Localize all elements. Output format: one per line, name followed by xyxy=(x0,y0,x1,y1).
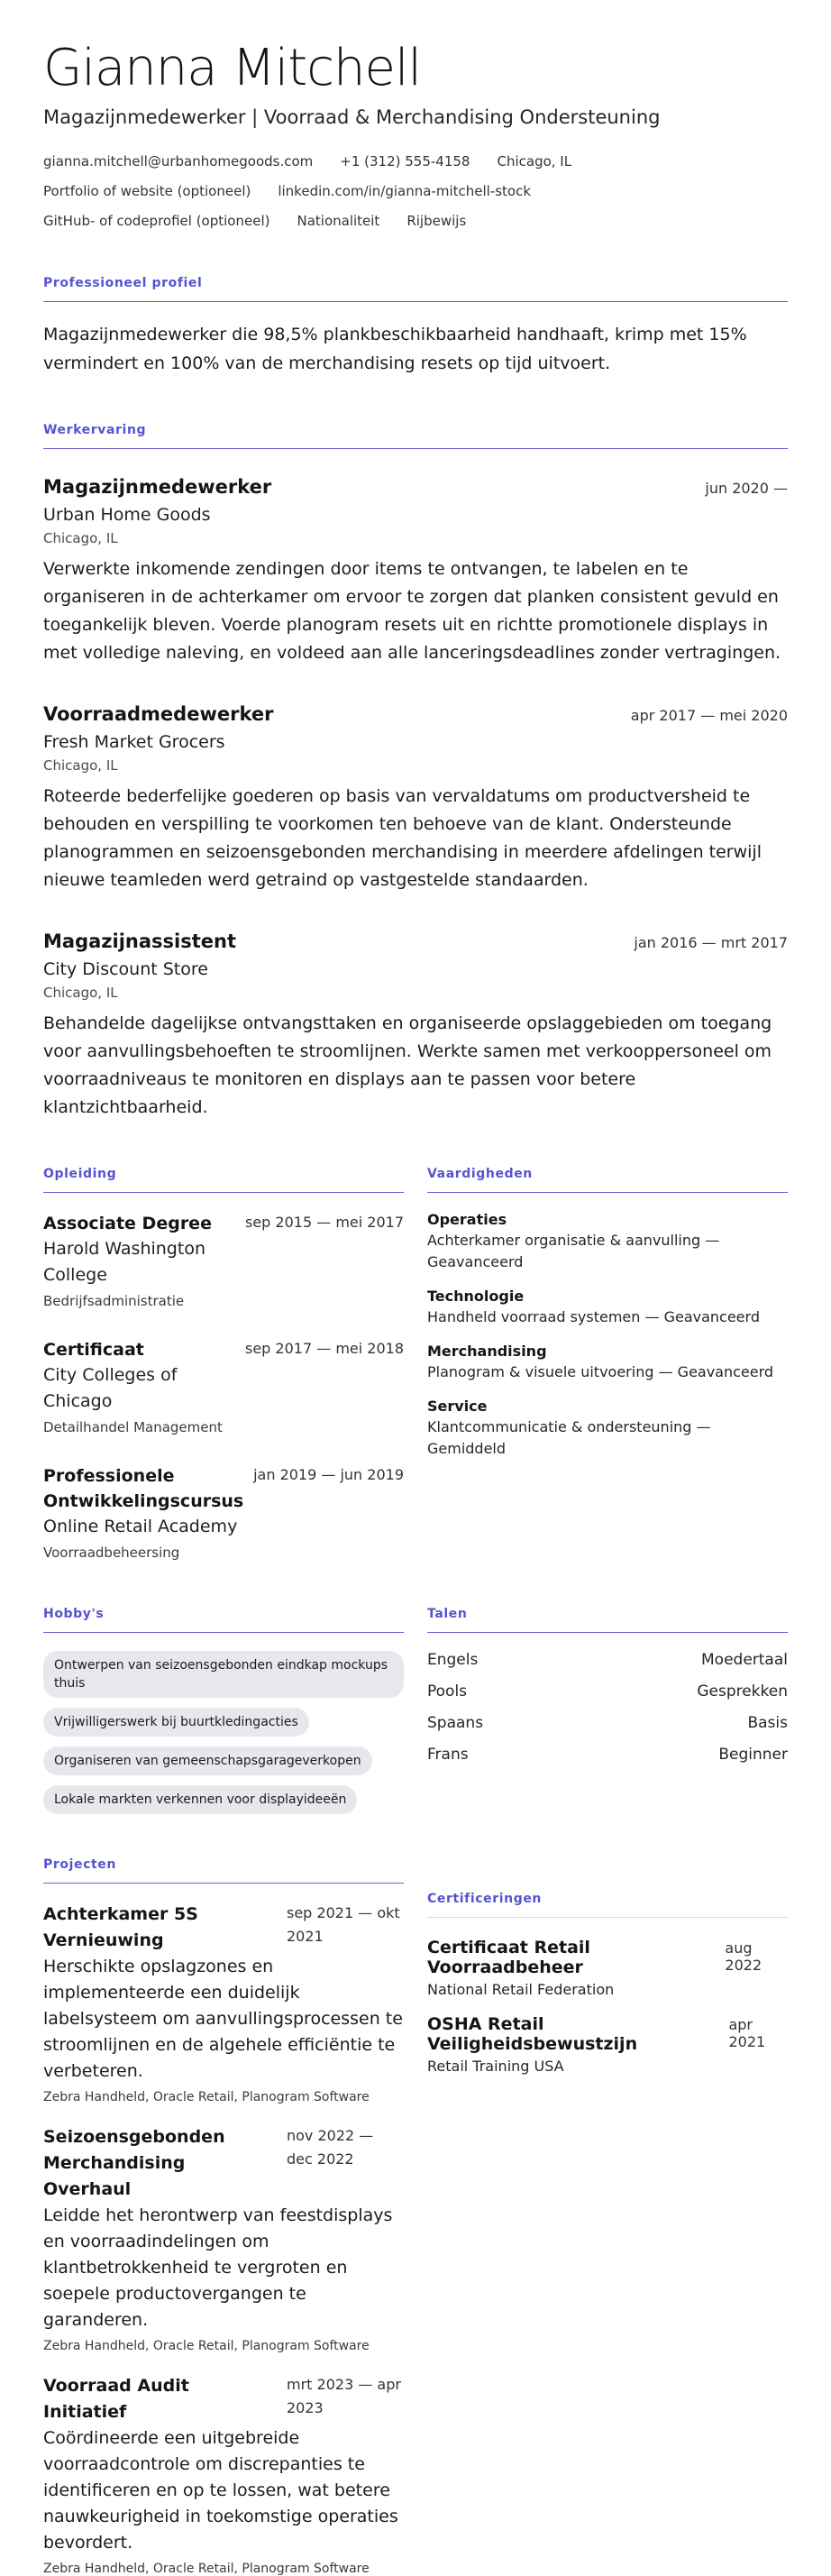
language-row xyxy=(427,1651,788,1669)
education-entry xyxy=(43,1211,404,1312)
contact-info xyxy=(43,153,788,229)
section-title: Certificeringen xyxy=(427,1892,788,1918)
education-school: City Colleges of Chicago xyxy=(43,1365,178,1411)
projects-section xyxy=(43,1857,404,2576)
skill-category: Technologie xyxy=(427,1288,525,1305)
skill-group xyxy=(427,1398,788,1460)
job-title: Magazijnmedewerker xyxy=(43,476,272,498)
contact-location: Chicago, IL xyxy=(497,153,572,170)
education-entry xyxy=(43,1337,404,1438)
certification-name: Certificaat Retail Voorraadbeheer xyxy=(427,1938,590,1977)
contact-email[interactable]: gianna.mitchell@urbanhomegoods.com xyxy=(43,153,314,170)
hobbies-section xyxy=(43,1607,404,1814)
job-description: Verwerkte inkomende zendingen door items te ontvangen, te labelen en te organiseren in de achterkamer om ervoor te zorgen dat planken consistent gevuld en toegankelijk bleven. Voerde planogram resets uit en richtte promotionele displays in met volledige naleving, en voldeed aan alle lanceringsdeadlines zonder vertragingen. xyxy=(43,559,781,663)
language-row xyxy=(427,1746,788,1764)
language-level: Moedertaal xyxy=(701,1651,788,1669)
job-location: Chicago, IL xyxy=(43,985,118,1001)
job-title: Voorraadmedewerker xyxy=(43,703,274,725)
project-entry xyxy=(43,1902,404,2104)
job-entry xyxy=(43,930,788,1122)
section-title: Professioneel profiel xyxy=(43,276,788,302)
certification-issuer: National Retail Federation xyxy=(427,1981,615,1998)
skill-group xyxy=(427,1288,788,1328)
contact-nationality: Nationaliteit xyxy=(297,213,380,229)
education-field: Bedrijfsadministratie xyxy=(43,1293,185,1309)
job-location: Chicago, IL xyxy=(43,530,118,546)
job-location: Chicago, IL xyxy=(43,757,118,774)
language-level: Basis xyxy=(747,1714,788,1732)
hobby-tag: Ontwerpen van seizoensgebonden eindkap mockups thuis xyxy=(43,1651,404,1698)
contact-row xyxy=(43,153,788,170)
job-company: City Discount Store xyxy=(43,959,208,979)
language-level: Gesprekken xyxy=(697,1682,788,1701)
project-dates: nov 2022 — dec 2022 xyxy=(287,2127,374,2168)
hobby-tag: Lokale markten verkennen voor displayideeën xyxy=(43,1785,357,1814)
contact-linkedin[interactable]: linkedin.com/in/gianna-mitchell-stock xyxy=(278,183,532,199)
projects-certifications-row xyxy=(43,1857,788,2576)
section-title: Opleiding xyxy=(43,1167,404,1193)
project-description: Leidde het herontwerp van feestdisplays en voorraadindelingen om klantbetrokkenheid te vergroten en soepele productovergangen te garanderen. xyxy=(43,2205,393,2330)
project-description: Herschikte opslagzones en implementeerde een duidelijk labelsysteem om aanvullingsprocessen te stroomlijnen en de algehele efficiëntie te verbeteren. xyxy=(43,1957,403,2081)
education-school: Online Retail Academy xyxy=(43,1517,238,1536)
skill-group xyxy=(427,1343,788,1383)
contact-github[interactable]: GitHub- of codeprofiel (optioneel) xyxy=(43,213,270,229)
education-field: Voorraadbeheersing xyxy=(43,1545,180,1561)
job-company: Urban Home Goods xyxy=(43,505,211,525)
skill-category: Merchandising xyxy=(427,1343,547,1360)
education-degree: Professionele Ontwikkelingscursus xyxy=(43,1466,244,1511)
language-name: Frans xyxy=(427,1746,469,1764)
skill-detail: Achterkamer organisatie & aanvulling — Geavanceerd xyxy=(427,1232,720,1270)
language-name: Spaans xyxy=(427,1714,484,1732)
project-title: Voorraad Audit Initiatief xyxy=(43,2376,189,2422)
language-name: Pools xyxy=(427,1682,468,1701)
profile-section xyxy=(43,276,788,378)
education-school: Harold Washington College xyxy=(43,1239,205,1285)
contact-portfolio[interactable]: Portfolio of website (optioneel) xyxy=(43,183,251,199)
section-title: Vaardigheden xyxy=(427,1167,788,1193)
education-dates: sep 2015 — mei 2017 xyxy=(245,1214,404,1231)
job-dates: jan 2016 — mrt 2017 xyxy=(634,934,788,951)
contact-license: Rijbewijs xyxy=(406,213,467,229)
skill-category: Service xyxy=(427,1398,488,1415)
skill-group xyxy=(427,1211,788,1273)
language-row xyxy=(427,1682,788,1701)
job-entry xyxy=(43,703,788,894)
project-entry xyxy=(43,2124,404,2353)
contact-phone[interactable]: +1 (312) 555-4158 xyxy=(340,153,470,170)
contact-row xyxy=(43,183,788,199)
job-dates: apr 2017 — mei 2020 xyxy=(630,707,788,724)
certification-name: OSHA Retail Veiligheidsbewustzijn xyxy=(427,2014,638,2054)
contact-row xyxy=(43,213,788,229)
section-title: Projecten xyxy=(43,1857,404,1884)
language-name: Engels xyxy=(427,1651,479,1669)
project-title: Seizoensgebonden Merchandising Overhaul xyxy=(43,2127,225,2199)
job-company: Fresh Market Grocers xyxy=(43,732,225,752)
job-dates: jun 2020 — xyxy=(705,480,788,497)
languages-section xyxy=(427,1607,788,1814)
project-dates: mrt 2023 — apr 2023 xyxy=(287,2376,401,2416)
certification-entry xyxy=(427,1938,788,1998)
hobby-tag: Vrijwilligerswerk bij buurtkledingacties xyxy=(43,1708,309,1737)
education-dates: jan 2019 — jun 2019 xyxy=(253,1466,404,1483)
section-title: Talen xyxy=(427,1607,788,1633)
profile-text: Magazijnmedewerker die 98,5% plankbeschikbaarheid handhaaft, krimp met 15% vermindert en 100% van de merchandising resets op tijd uitvoert. xyxy=(43,325,747,373)
skill-category: Operaties xyxy=(427,1211,507,1228)
experience-section xyxy=(43,423,788,1122)
education-dates: sep 2017 — mei 2018 xyxy=(245,1340,404,1357)
skill-detail: Handheld voorraad systemen — Geavanceerd xyxy=(427,1308,760,1325)
education-skills-row xyxy=(43,1167,788,1563)
job-title: Magazijnassistent xyxy=(43,930,236,952)
education-entry xyxy=(43,1463,404,1563)
certification-entry xyxy=(427,2014,788,2075)
skills-section xyxy=(427,1167,788,1563)
hobby-tag: Organiseren van gemeenschapsgarageverkopen xyxy=(43,1746,372,1775)
hobby-tags xyxy=(43,1651,404,1814)
project-description: Coördineerde een uitgebreide voorraadcontrole om discrepanties te identificeren en op te lossen, wat betere nauwkeurigheid in toekomstige operaties bevordert. xyxy=(43,2428,398,2553)
certification-issuer: Retail Training USA xyxy=(427,2058,564,2075)
skill-detail: Klantcommunicatie & ondersteuning — Gemiddeld xyxy=(427,1418,711,1457)
job-description: Roteerde bederfelijke goederen op basis van vervaldatums om productversheid te behouden en verspilling te voorkomen ten behoeve van de klant. Ondersteunde planogrammen en seizoensgebonden merchandising in meerdere afdelingen terwijl nieuwe teamleden werd getraind op vastgestelde standaarden. xyxy=(43,786,762,890)
project-entry xyxy=(43,2373,404,2576)
job-description: Behandelde dagelijkse ontvangsttaken en organiseerde opslaggebieden om toegang voor aanvullingsbehoeften te stroomlijnen. Werkte samen met verkooppersoneel om voorraadniveaus te monitoren en displays aan te passen voor betere klantzichtbaarheid. xyxy=(43,1013,772,1117)
project-title: Achterkamer 5S Vernieuwing xyxy=(43,1904,198,1950)
education-degree: Certificaat xyxy=(43,1340,144,1360)
section-title: Werkervaring xyxy=(43,423,788,449)
job-entry xyxy=(43,476,788,667)
certification-date: aug 2022 xyxy=(725,1939,763,1974)
hobbies-languages-row xyxy=(43,1607,788,1814)
project-dates: sep 2021 — okt 2021 xyxy=(287,1904,400,1945)
section-title: Hobby's xyxy=(43,1607,404,1633)
language-level: Beginner xyxy=(718,1746,788,1764)
education-section xyxy=(43,1167,404,1563)
certification-date: apr 2021 xyxy=(728,2016,766,2050)
project-tech: Zebra Handheld, Oracle Retail, Planogram Software xyxy=(43,2562,370,2576)
certifications-section xyxy=(427,1857,788,2576)
candidate-name: Gianna Mitchell xyxy=(43,39,422,97)
language-row xyxy=(427,1714,788,1732)
candidate-headline: Magazijnmedewerker | Voorraad & Merchandising Ondersteuning xyxy=(43,106,661,128)
education-field: Detailhandel Management xyxy=(43,1419,223,1435)
skill-detail: Planogram & visuele uitvoering — Geavanceerd xyxy=(427,1363,774,1380)
project-tech: Zebra Handheld, Oracle Retail, Planogram Software xyxy=(43,2339,370,2353)
project-tech: Zebra Handheld, Oracle Retail, Planogram Software xyxy=(43,2090,370,2104)
resume-header xyxy=(43,38,788,229)
education-degree: Associate Degree xyxy=(43,1214,212,1233)
